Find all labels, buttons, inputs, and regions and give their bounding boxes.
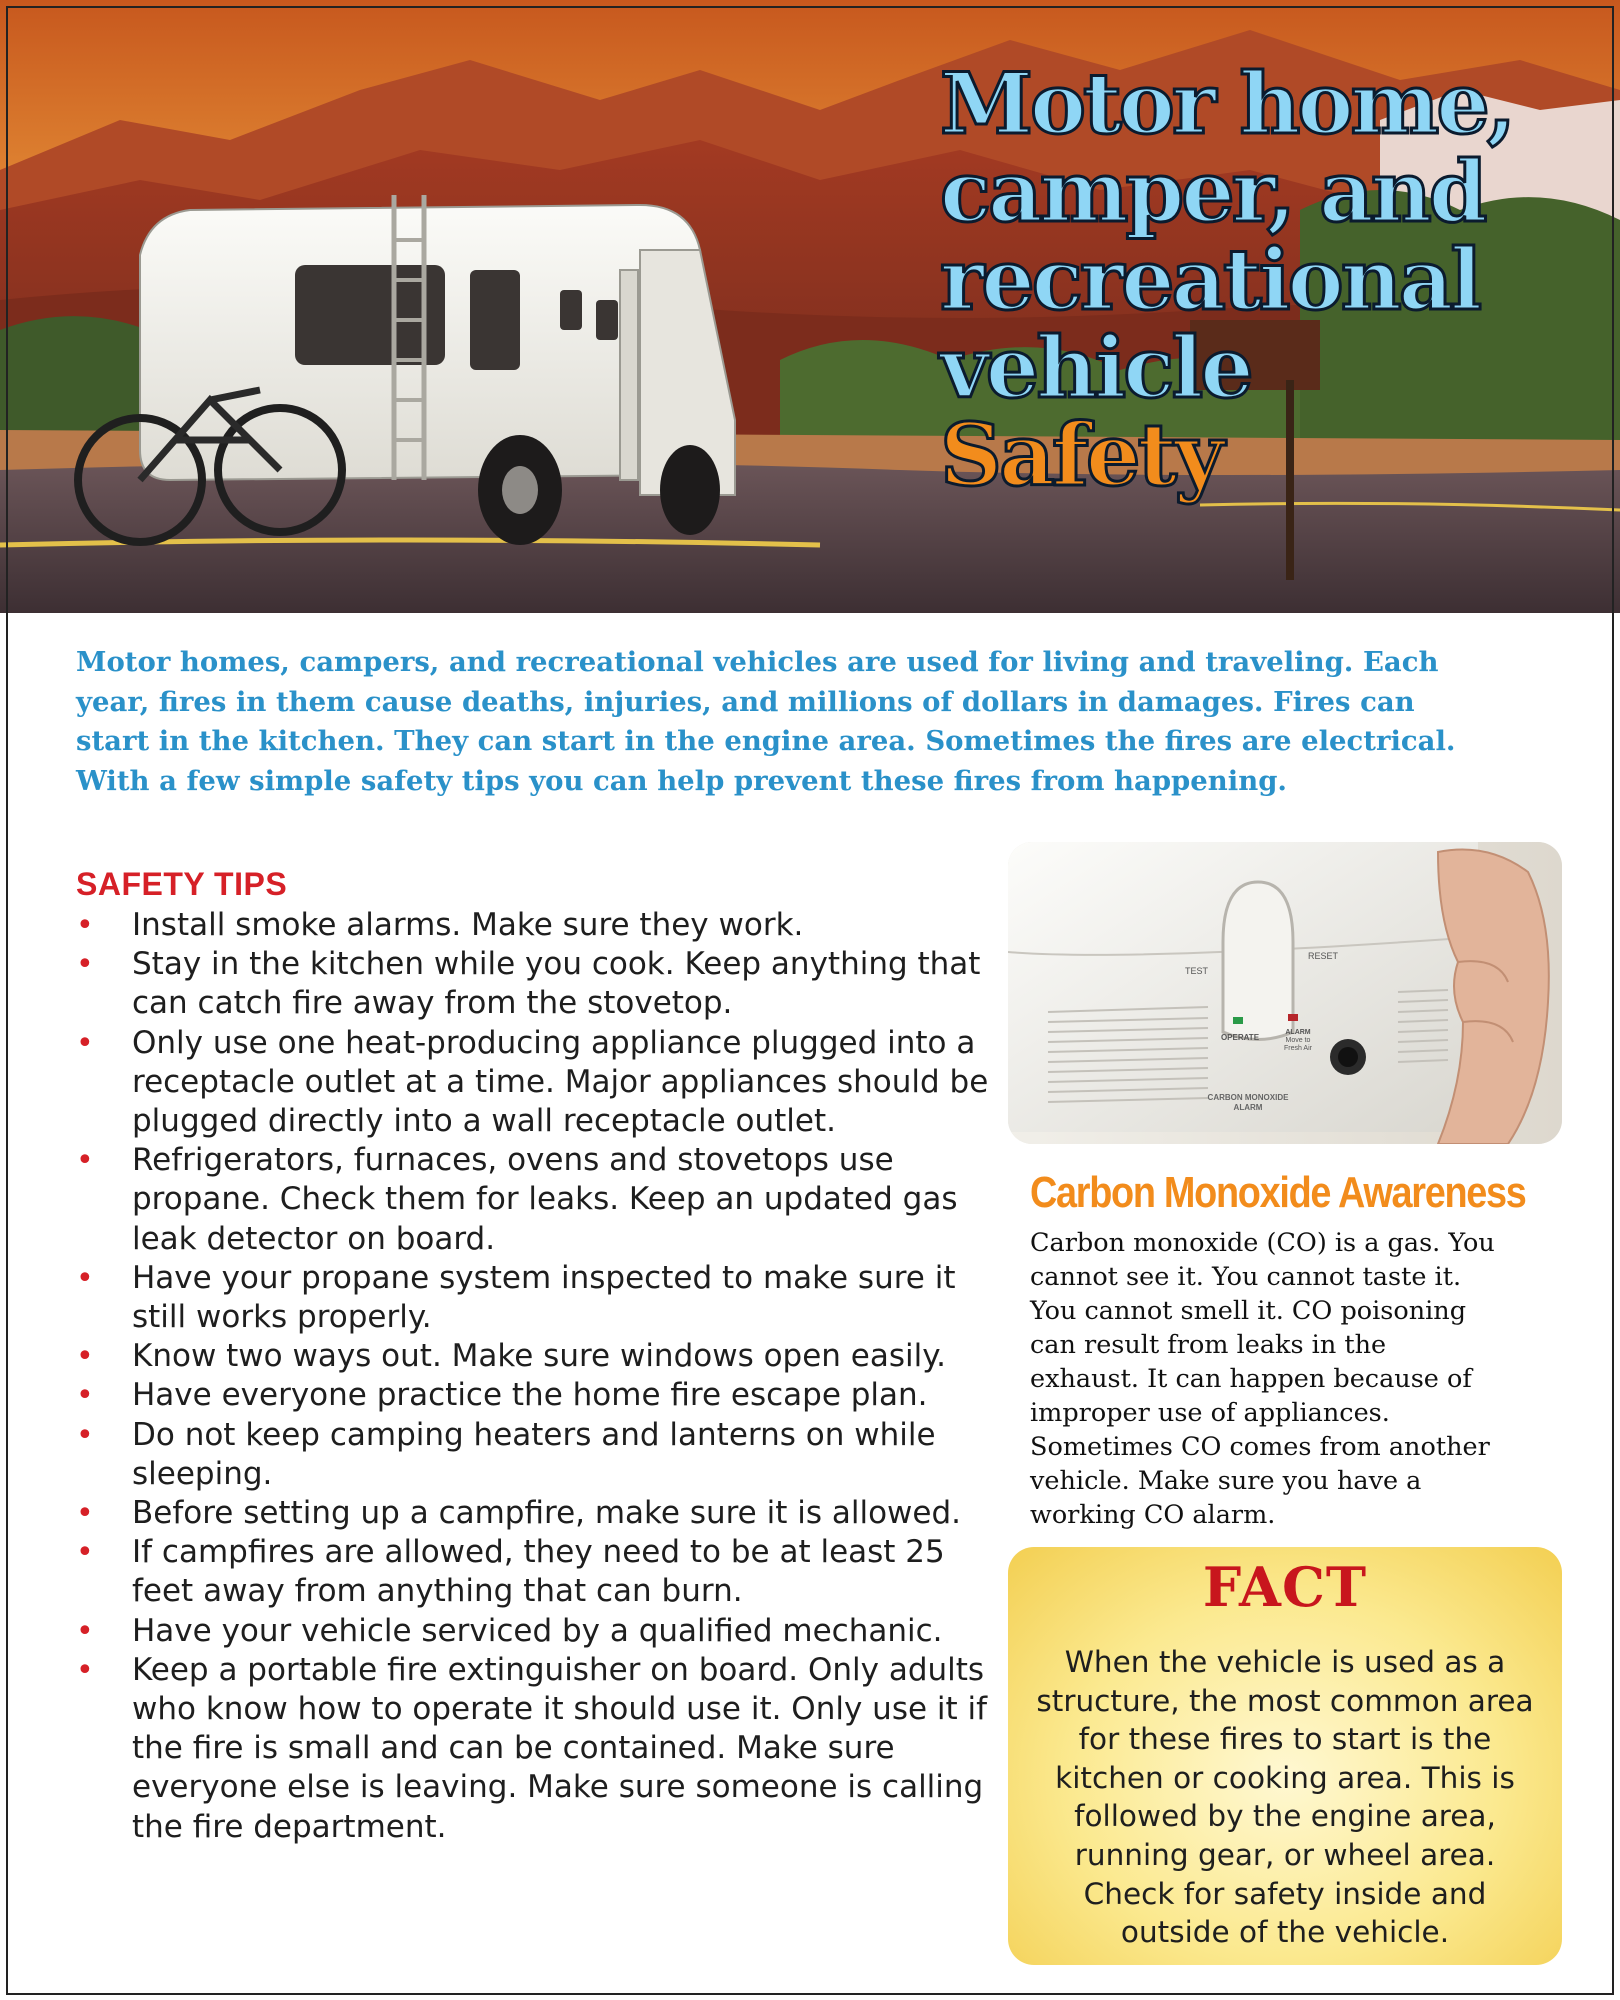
list-item: [76, 945, 1006, 1023]
co-alarm-icon: [1008, 842, 1562, 1144]
bullet-icon: •: [76, 1496, 94, 1532]
bullet-icon: •: [76, 908, 94, 943]
tip-text: Do not keep camping heaters and lanterns on while sleeping.: [132, 1416, 936, 1492]
title-line-4: vehicle: [940, 318, 1251, 417]
reset-label: RESET: [1308, 951, 1339, 961]
title-line-3: recreational: [940, 230, 1480, 329]
hero-banner: [0, 0, 1620, 613]
list-item: [76, 1651, 1006, 1847]
device-label-2: ALARM: [1233, 1103, 1263, 1112]
alarm-label-3: Fresh Air: [1283, 1045, 1313, 1052]
title-safety-word: Safety: [940, 405, 1222, 506]
fact-text: When the vehicle is used as a structure, the most common area for these fires to start is the kitchen or cooking area. This is followed by the engine area, running gear, or wheel area. Check for safety inside and outside of the vehicle.: [1036, 1645, 1534, 1950]
bullet-icon: •: [76, 1260, 94, 1296]
list-item: [76, 1533, 1006, 1611]
fact-box: [1008, 1547, 1562, 1965]
title-line-1: Motor home,: [940, 54, 1514, 153]
safety-tips-list: [76, 906, 1006, 1847]
list-item: [76, 1024, 1006, 1142]
list-item: [76, 1337, 1006, 1376]
operate-label: OPERATE: [1220, 1033, 1260, 1042]
tip-text: Have everyone practice the home fire escape plan.: [132, 1377, 928, 1414]
bullet-icon: •: [76, 1339, 94, 1375]
fact-title: FACT: [1202, 1555, 1368, 1619]
co-awareness-text: Carbon monoxide (CO) is a gas. You cannot see it. You cannot taste it. You cannot smell it. CO poisoning can result from leaks in the exhaust. It can happen because of improper use of appliances. Sometimes CO comes from another vehicle. Make sure you have a working CO alarm.: [1030, 1228, 1495, 1530]
tip-text: Have your vehicle serviced by a qualified mechanic.: [132, 1612, 943, 1649]
list-item: [76, 1612, 1006, 1651]
tip-text: Only use one heat-producing appliance plugged into a receptacle outlet at a time. Major appliances should be plugged directly into a wall receptacle outlet.: [132, 1024, 989, 1140]
list-item: [76, 1416, 1006, 1494]
list-item: [76, 1494, 1006, 1533]
intro-paragraph: Motor homes, campers, and recreational vehicles are used for living and traveling. Each year, fires in them cause deaths, injuries, and millions of dollars in damages. Fires can start in the kitchen. They can start in the engine area. Sometimes the fires are electrical. With a few simple safety tips you can help prevent these fires from happening.: [76, 646, 1456, 797]
bullet-icon: •: [76, 1652, 94, 1688]
co-alarm-photo: [1008, 842, 1562, 1144]
bullet-icon: •: [76, 1535, 94, 1571]
list-item: [76, 1259, 1006, 1337]
page-title: [940, 54, 1600, 506]
list-item: [76, 1141, 1006, 1259]
safety-tips-heading: SAFETY TIPS: [76, 866, 288, 902]
alarm-label-2: Move to: [1285, 1037, 1311, 1044]
tip-text: Before setting up a campfire, make sure it is allowed.: [132, 1495, 961, 1532]
alarm-label-1: ALARM: [1285, 1029, 1311, 1036]
bullet-icon: •: [76, 1143, 94, 1179]
tip-text: Refrigerators, furnaces, ovens and stovetops use propane. Check them for leaks. Keep an updated gas leak detector on board.: [132, 1142, 958, 1257]
tip-text: If campfires are allowed, they need to be at least 25 feet away from anything that can burn.: [132, 1534, 945, 1610]
tip-text: Keep a portable fire extinguisher on board. Only adults who know how to operate it should use it. Only use it if the fire is small and can be contained. Make sure everyone else is leaving. Make sure someone is calling the fire department.: [132, 1651, 988, 1845]
list-item: [76, 1376, 1006, 1415]
test-label: TEST: [1184, 966, 1208, 976]
bullet-icon: •: [76, 1378, 94, 1414]
bullet-icon: •: [76, 1613, 94, 1649]
co-awareness-heading: Carbon Monoxide Awareness: [1030, 1168, 1526, 1217]
device-label-1: CARBON MONOXIDE: [1207, 1093, 1289, 1102]
bullet-icon: •: [76, 947, 94, 983]
tip-text: Know two ways out. Make sure windows open easily.: [132, 1338, 947, 1375]
bullet-icon: •: [76, 1025, 94, 1061]
title-line-2: camper, and: [940, 142, 1485, 241]
list-item: [76, 906, 1006, 945]
tip-text: Stay in the kitchen while you cook. Keep anything that can catch fire away from the stovetop.: [132, 946, 981, 1022]
tip-text: Have your propane system inspected to make sure it still works properly.: [132, 1259, 956, 1336]
bullet-icon: •: [76, 1417, 94, 1453]
tip-text: Install smoke alarms. Make sure they work.: [132, 907, 804, 943]
